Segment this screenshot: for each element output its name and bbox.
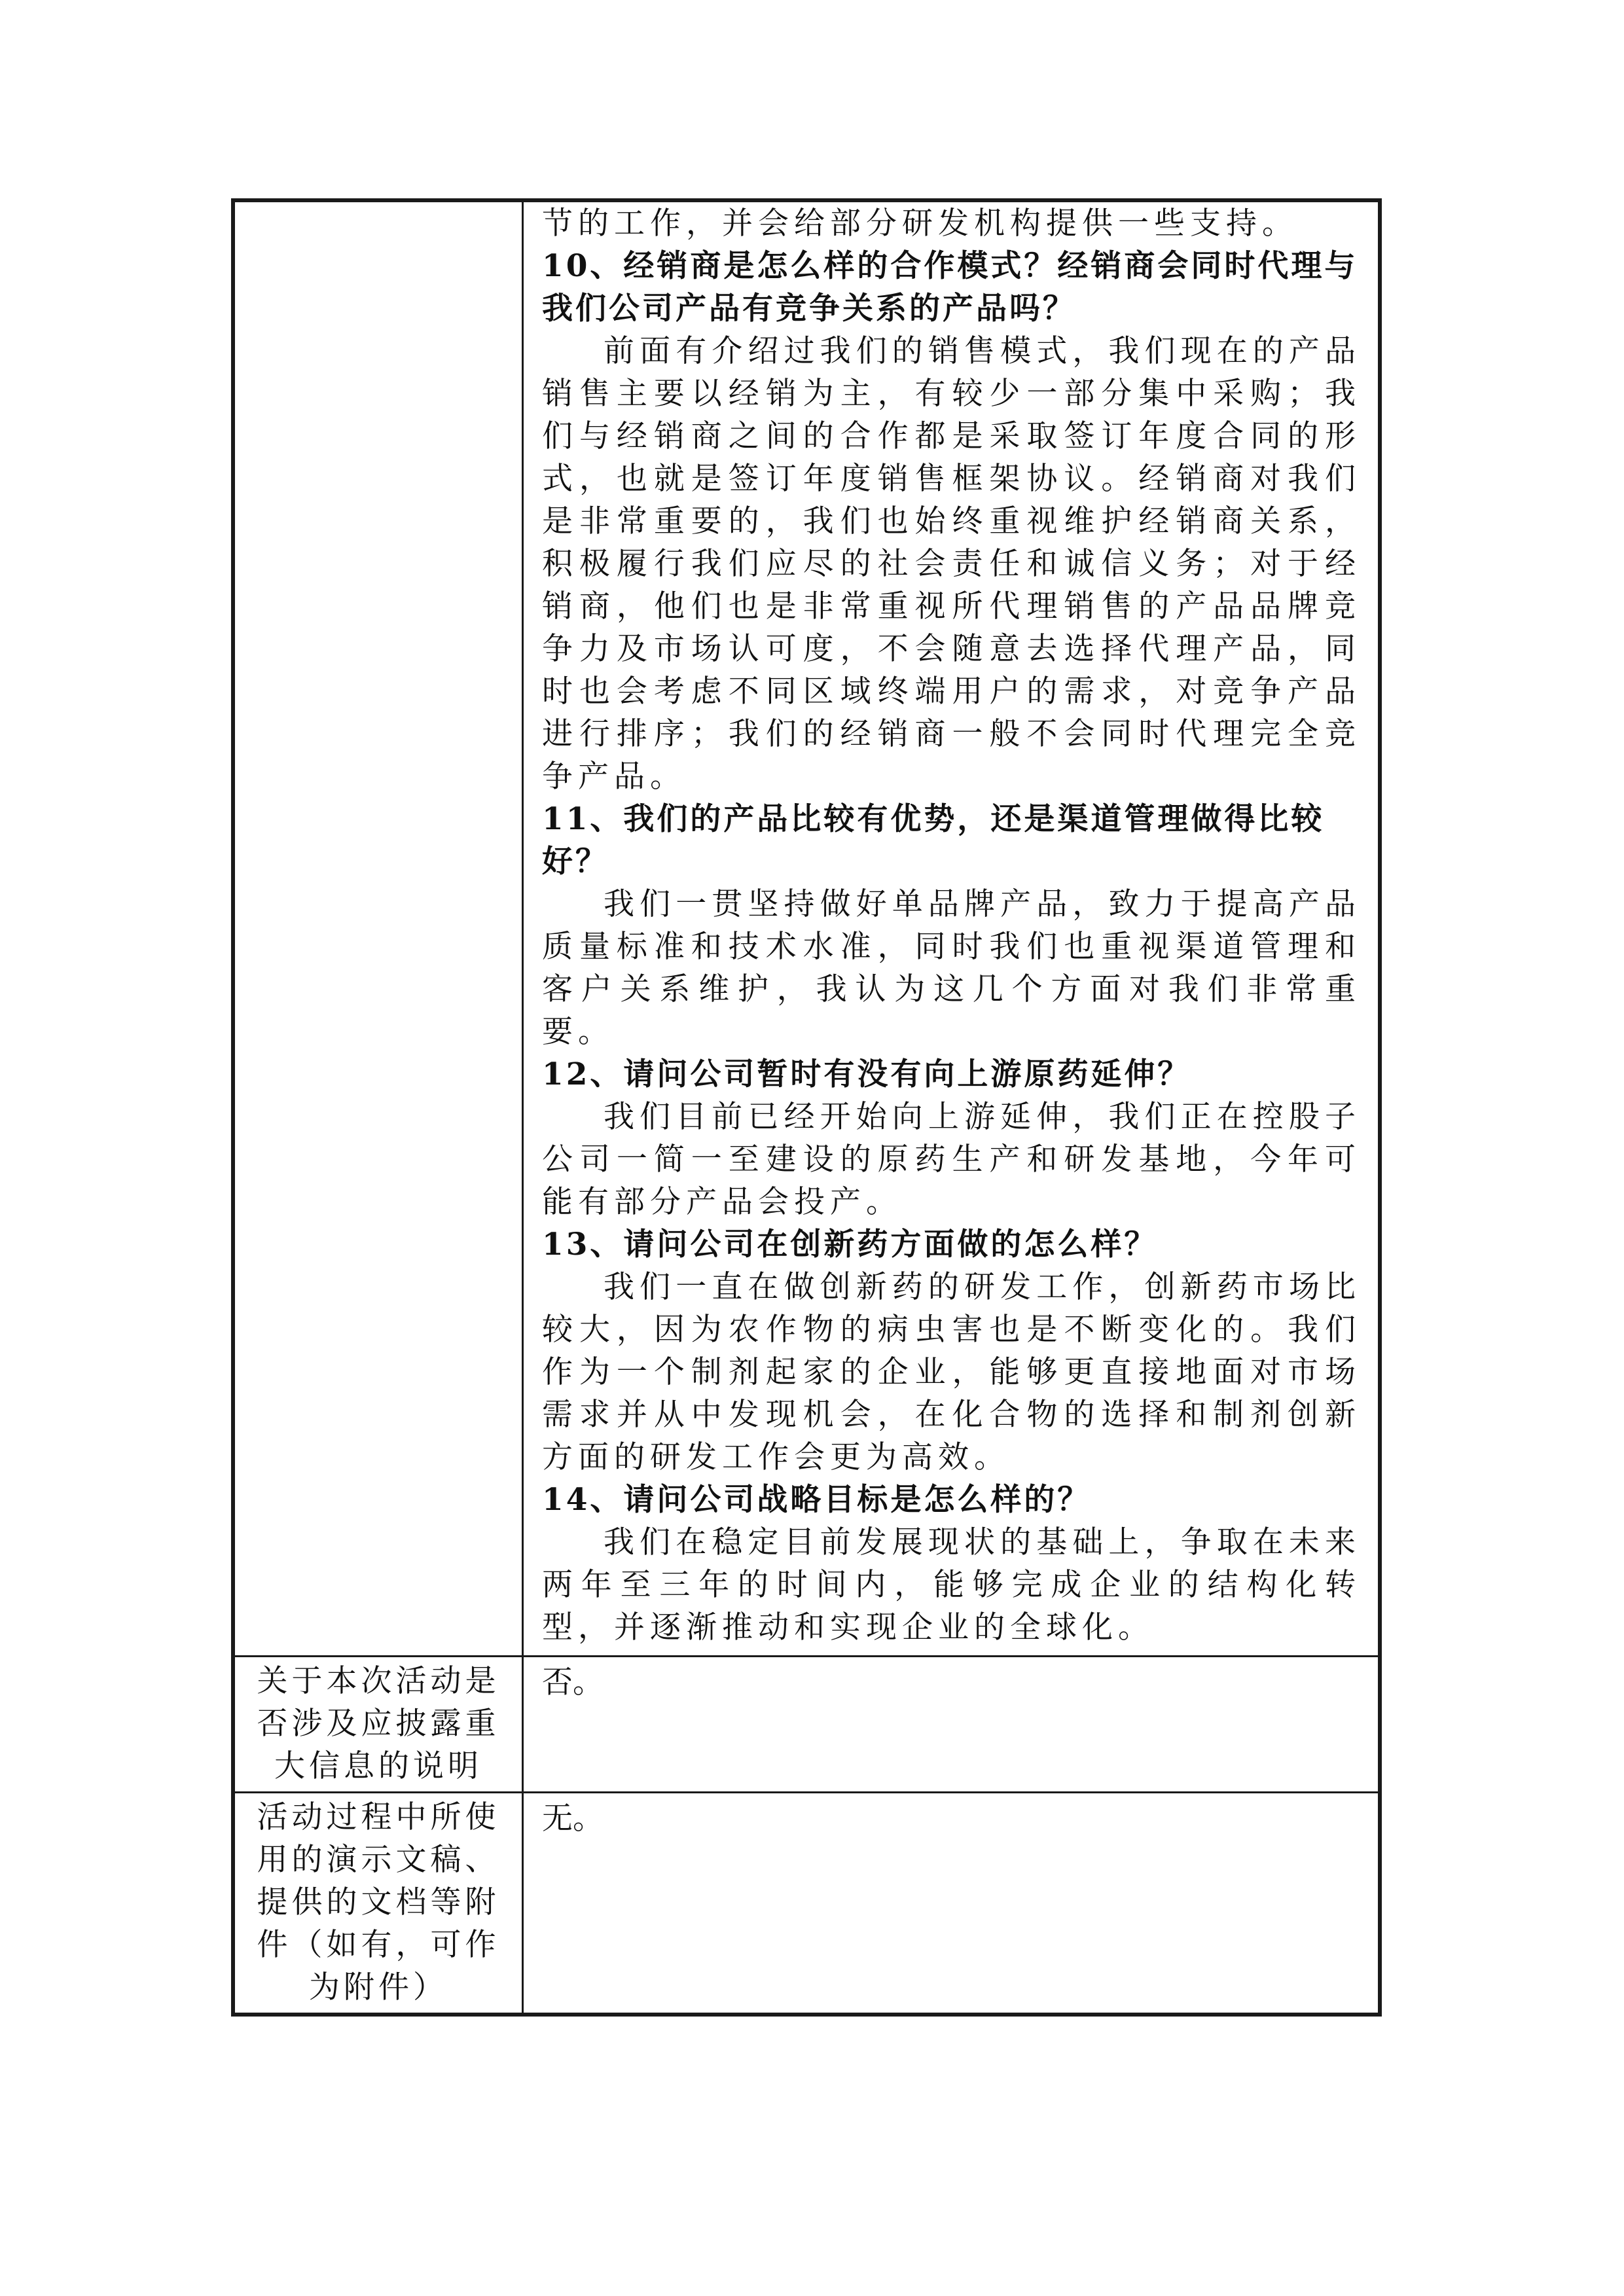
investor-relations-record-table xyxy=(231,198,1382,2017)
answer-12: 我们目前已经开始向上游延伸，我们正在控股子公司一简一至建设的原药生产和研发基地，今年可能有部分产品会投产。 xyxy=(542,1099,1361,1220)
answer-11: 我们一贯坚持做好单品牌产品，致力于提高产品质量标准和技术水准，同时我们也重视渠道管理和客户关系维护，我认为这几个方面对我们非常重要。 xyxy=(542,886,1361,1050)
attachment-label-cell xyxy=(233,1793,523,2015)
question-13: 13、请问公司在创新药方面做的怎么样？ xyxy=(542,1227,1158,1263)
attachment-row xyxy=(233,1793,1380,2015)
attachment-value-cell xyxy=(523,1793,1380,2015)
qa-row-content-cell xyxy=(523,200,1380,1657)
answer-10: 前面有介绍过我们的销售模式，我们现在的产品销售主要以经销为主，有较少一部分集中采购；我们与经销商之间的合作都是采取签订年度合同的形式，也就是签订年度销售框架协议。经销商对我们是非常重要的，我们也始终重视维护经销商关系，积极履行我们应尽的社会责任和诚信义务；对于经销商，他们也是非常重视所代理销售的产品品牌竞争力及市场认可度，不会随意去选择代理产品，同时也会考虑不同区域终端用户的需求，对竞争产品进行排序；我们的经销商一般不会同时代理完全竞争产品。 xyxy=(542,333,1361,795)
question-11: 11、我们的产品比较有优势，还是渠道管理做得比较好？ xyxy=(542,801,1325,880)
disclosure-label-cell xyxy=(233,1657,523,1793)
disclosure-value: 否。 xyxy=(542,1664,604,1700)
answer-14: 我们在稳定目前发展现状的基础上，争取在未来两年至三年的时间内，能够完成企业的结构化转型，并逐渐推动和实现企业的全球化。 xyxy=(542,1524,1361,1645)
qa-row xyxy=(233,200,1380,1657)
qa-content xyxy=(524,202,1378,1655)
question-12: 12、请问公司暂时有没有向上游原药延伸？ xyxy=(542,1056,1191,1092)
continuation-text: 节的工作，并会给部分研发机构提供一些支持。 xyxy=(542,206,1298,242)
disclosure-row xyxy=(233,1657,1380,1793)
question-10: 10、经销商是怎么样的合作模式？经销商会同时代理与我们公司产品有竞争关系的产品吗？ xyxy=(542,248,1358,327)
attachment-label: 活动过程中所使用的演示文稿、提供的文档等附件（如有，可作为附件） xyxy=(257,1799,500,2005)
disclosure-value-cell xyxy=(523,1657,1380,1793)
disclosure-label: 关于本次活动是否涉及应披露重大信息的说明 xyxy=(257,1663,500,1784)
question-14: 14、请问公司战略目标是怎么样的？ xyxy=(542,1482,1091,1518)
answer-13: 我们一直在做创新药的研发工作，创新药市场比较大，因为农作物的病虫害也是不断变化的。我们作为一个制剂起家的企业，能够更直接地面对市场需求并从中发现机会，在化合物的选择和制剂创新方面的研发工作会更为高效。 xyxy=(542,1269,1361,1475)
qa-row-label-cell xyxy=(233,200,523,1657)
attachment-value: 无。 xyxy=(542,1801,604,1837)
